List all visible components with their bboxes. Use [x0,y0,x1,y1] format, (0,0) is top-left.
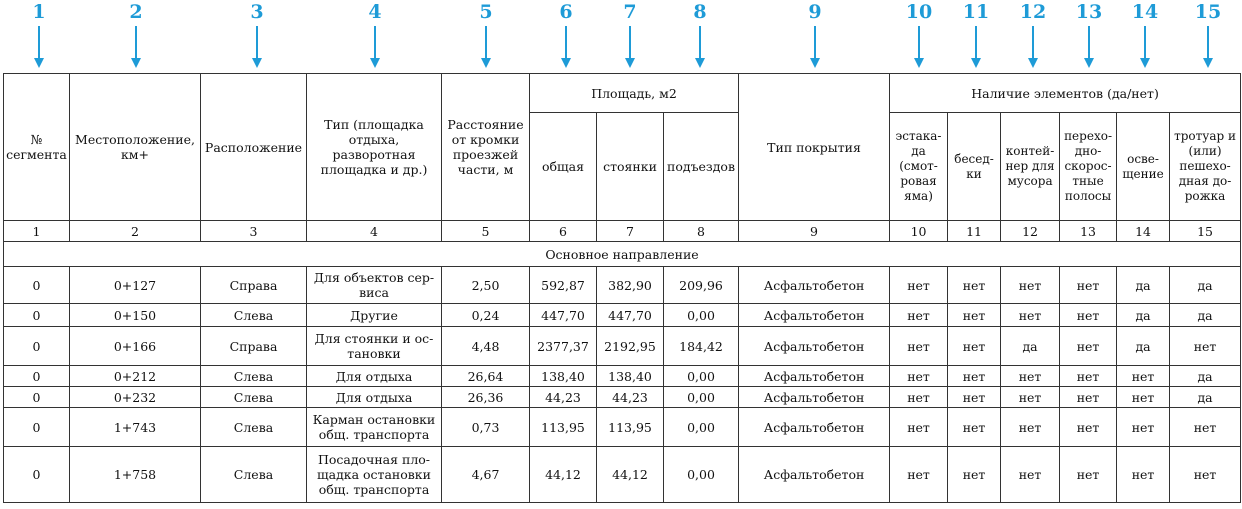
cell-lighting: да [1117,267,1170,304]
cell-trash-container: нет [1001,408,1060,447]
cell-area-parking: 2192,95 [597,327,664,366]
cell-side: Справа [201,327,307,366]
column-number: 1 [4,221,70,242]
cell-segment: 0 [4,327,70,366]
table-row [4,327,1241,366]
down-arrow-icon [560,26,572,68]
cell-area-access: 0,00 [664,408,739,447]
header-speed-lanes: перехо-дно-скорос-тные полосы [1060,113,1117,221]
column-number: 3 [201,221,307,242]
header-gazebos: бесед-ки [948,113,1001,221]
cell-km: 1+758 [70,447,201,503]
cell-lighting: нет [1117,366,1170,387]
header-elements-group: Наличие элементов (да/нет) [890,74,1241,113]
header-lighting: осве-щение [1117,113,1170,221]
down-arrow-icon [130,26,142,68]
header-area-access: подъездов [664,113,739,221]
cell-side: Слева [201,304,307,327]
cell-gazebos: нет [948,408,1001,447]
cell-type: Для отдыха [307,387,442,408]
cell-side: Слева [201,408,307,447]
cell-surface: Асфальтобетон [739,267,890,304]
cell-trash-container: нет [1001,387,1060,408]
cell-type: Посадочная пло-щадка остановки общ. транспорта [307,447,442,503]
cell-surface: Асфальтобетон [739,408,890,447]
header-area-total: общая [530,113,597,221]
cell-sidewalk: да [1170,267,1241,304]
column-marker-label: 8 [693,1,707,23]
cell-overpass: нет [890,408,948,447]
cell-sidewalk: нет [1170,327,1241,366]
column-number: 5 [442,221,530,242]
header-trash-container: контей-нер для мусора [1001,113,1060,221]
cell-km: 0+166 [70,327,201,366]
column-marker-label: 11 [962,1,990,23]
table-row [4,387,1241,408]
section-title: Основное направление [4,242,1241,267]
column-number: 7 [597,221,664,242]
down-arrow-icon [624,26,636,68]
cell-gazebos: нет [948,387,1001,408]
cell-lighting: да [1117,327,1170,366]
down-arrow-icon [480,26,492,68]
header-location-km: Местоположение, км+ [70,74,201,221]
cell-km: 0+232 [70,387,201,408]
column-marker-label: 13 [1075,1,1103,23]
column-marker-2 [116,0,156,68]
header-surface: Тип покрытия [739,74,890,221]
cell-speed-lanes: нет [1060,408,1117,447]
cell-area-parking: 113,95 [597,408,664,447]
column-number: 13 [1060,221,1117,242]
column-number: 6 [530,221,597,242]
cell-area-parking: 447,70 [597,304,664,327]
cell-area-access: 209,96 [664,267,739,304]
cell-area-parking: 44,12 [597,447,664,503]
cell-area-access: 0,00 [664,387,739,408]
column-marker-label: 15 [1194,1,1222,23]
header-type: Тип (площадка отдыха, разворотная площадка и др.) [307,74,442,221]
column-number: 2 [70,221,201,242]
cell-area-access: 0,00 [664,447,739,503]
down-arrow-icon [694,26,706,68]
cell-overpass: нет [890,366,948,387]
cell-gazebos: нет [948,304,1001,327]
down-arrow-icon [809,26,821,68]
down-arrow-icon [1027,26,1039,68]
down-arrow-icon [251,26,263,68]
cell-distance: 4,48 [442,327,530,366]
cell-area-access: 184,42 [664,327,739,366]
column-number: 10 [890,221,948,242]
cell-segment: 0 [4,366,70,387]
cell-area-total: 44,23 [530,387,597,408]
column-marker-label: 4 [368,1,382,23]
cell-area-total: 2377,37 [530,327,597,366]
table-row [4,304,1241,327]
cell-distance: 26,64 [442,366,530,387]
cell-area-parking: 382,90 [597,267,664,304]
header-overpass: эстака-да (смот-ровая яма) [890,113,948,221]
cell-area-access: 0,00 [664,366,739,387]
cell-km: 1+743 [70,408,201,447]
column-number: 4 [307,221,442,242]
cell-overpass: нет [890,387,948,408]
cell-side: Справа [201,267,307,304]
down-arrow-icon [970,26,982,68]
column-marker-11 [956,0,996,68]
cell-km: 0+150 [70,304,201,327]
cell-lighting: нет [1117,387,1170,408]
column-marker-15 [1188,0,1228,68]
column-marker-label: 1 [32,1,46,23]
cell-area-access: 0,00 [664,304,739,327]
cell-gazebos: нет [948,327,1001,366]
header-sidewalk: тротуар и (или) пешехо-дная до-рожка [1170,113,1241,221]
cell-trash-container: нет [1001,366,1060,387]
cell-speed-lanes: нет [1060,447,1117,503]
column-marker-label: 10 [905,1,933,23]
cell-surface: Асфальтобетон [739,447,890,503]
cell-segment: 0 [4,408,70,447]
down-arrow-icon [913,26,925,68]
column-marker-9 [795,0,835,68]
column-marker-label: 3 [250,1,264,23]
table-row [4,408,1241,447]
cell-overpass: нет [890,304,948,327]
column-marker-5 [466,0,506,68]
column-number: 11 [948,221,1001,242]
cell-area-total: 138,40 [530,366,597,387]
cell-speed-lanes: нет [1060,304,1117,327]
column-marker-1 [19,0,59,68]
cell-km: 0+127 [70,267,201,304]
column-number-row [4,221,1241,242]
header-area-group: Площадь, м2 [530,74,739,113]
cell-lighting: нет [1117,447,1170,503]
cell-distance: 4,67 [442,447,530,503]
cell-distance: 0,24 [442,304,530,327]
column-number: 15 [1170,221,1241,242]
cell-surface: Асфальтобетон [739,387,890,408]
cell-type: Для объектов сер-виса [307,267,442,304]
column-marker-12 [1013,0,1053,68]
table-row [4,267,1241,304]
cell-gazebos: нет [948,267,1001,304]
cell-segment: 0 [4,387,70,408]
column-number: 9 [739,221,890,242]
cell-sidewalk: нет [1170,408,1241,447]
cell-side: Слева [201,387,307,408]
cell-speed-lanes: нет [1060,366,1117,387]
column-number: 8 [664,221,739,242]
cell-area-total: 592,87 [530,267,597,304]
cell-area-total: 447,70 [530,304,597,327]
cell-trash-container: нет [1001,447,1060,503]
cell-overpass: нет [890,267,948,304]
cell-km: 0+212 [70,366,201,387]
cell-surface: Асфальтобетон [739,327,890,366]
cell-trash-container: нет [1001,267,1060,304]
column-marker-8 [680,0,720,68]
header-side: Расположение [201,74,307,221]
down-arrow-icon [33,26,45,68]
table-row [4,447,1241,503]
cell-area-parking: 44,23 [597,387,664,408]
cell-overpass: нет [890,447,948,503]
down-arrow-icon [1139,26,1151,68]
header-segment: № сегмента [4,74,70,221]
cell-distance: 2,50 [442,267,530,304]
column-marker-label: 6 [559,1,573,23]
cell-side: Слева [201,447,307,503]
column-marker-13 [1069,0,1109,68]
cell-area-total: 44,12 [530,447,597,503]
table-row [4,366,1241,387]
cell-speed-lanes: нет [1060,387,1117,408]
cell-distance: 0,73 [442,408,530,447]
cell-gazebos: нет [948,366,1001,387]
cell-lighting: нет [1117,408,1170,447]
cell-segment: 0 [4,304,70,327]
cell-area-total: 113,95 [530,408,597,447]
header-distance: Расстояние от кромки проезжей части, м [442,74,530,221]
column-marker-4 [355,0,395,68]
column-number: 12 [1001,221,1060,242]
cell-surface: Асфальтобетон [739,304,890,327]
column-marker-label: 12 [1019,1,1047,23]
column-number-markers [0,0,1242,74]
column-marker-14 [1125,0,1165,68]
column-marker-3 [237,0,277,68]
cell-side: Слева [201,366,307,387]
cell-trash-container: нет [1001,304,1060,327]
column-marker-label: 2 [129,1,143,23]
column-number: 14 [1117,221,1170,242]
column-marker-10 [899,0,939,68]
down-arrow-icon [1083,26,1095,68]
down-arrow-icon [1202,26,1214,68]
column-marker-label: 9 [808,1,822,23]
cell-trash-container: да [1001,327,1060,366]
cell-speed-lanes: нет [1060,327,1117,366]
cell-type: Карман остановки общ. транспорта [307,408,442,447]
cell-segment: 0 [4,447,70,503]
cell-speed-lanes: нет [1060,267,1117,304]
cell-gazebos: нет [948,447,1001,503]
cell-sidewalk: нет [1170,447,1241,503]
cell-sidewalk: да [1170,304,1241,327]
cell-type: Другие [307,304,442,327]
column-marker-label: 5 [479,1,493,23]
column-marker-7 [610,0,650,68]
cell-sidewalk: да [1170,366,1241,387]
cell-distance: 26,36 [442,387,530,408]
cell-area-parking: 138,40 [597,366,664,387]
column-marker-label: 7 [623,1,637,23]
cell-overpass: нет [890,327,948,366]
cell-segment: 0 [4,267,70,304]
column-marker-6 [546,0,586,68]
down-arrow-icon [369,26,381,68]
header-area-parking: стоянки [597,113,664,221]
column-marker-label: 14 [1131,1,1159,23]
rest-areas-table [3,73,1241,503]
cell-surface: Асфальтобетон [739,366,890,387]
cell-type: Для отдыха [307,366,442,387]
cell-lighting: да [1117,304,1170,327]
cell-sidewalk: да [1170,387,1241,408]
cell-type: Для стоянки и ос-тановки [307,327,442,366]
